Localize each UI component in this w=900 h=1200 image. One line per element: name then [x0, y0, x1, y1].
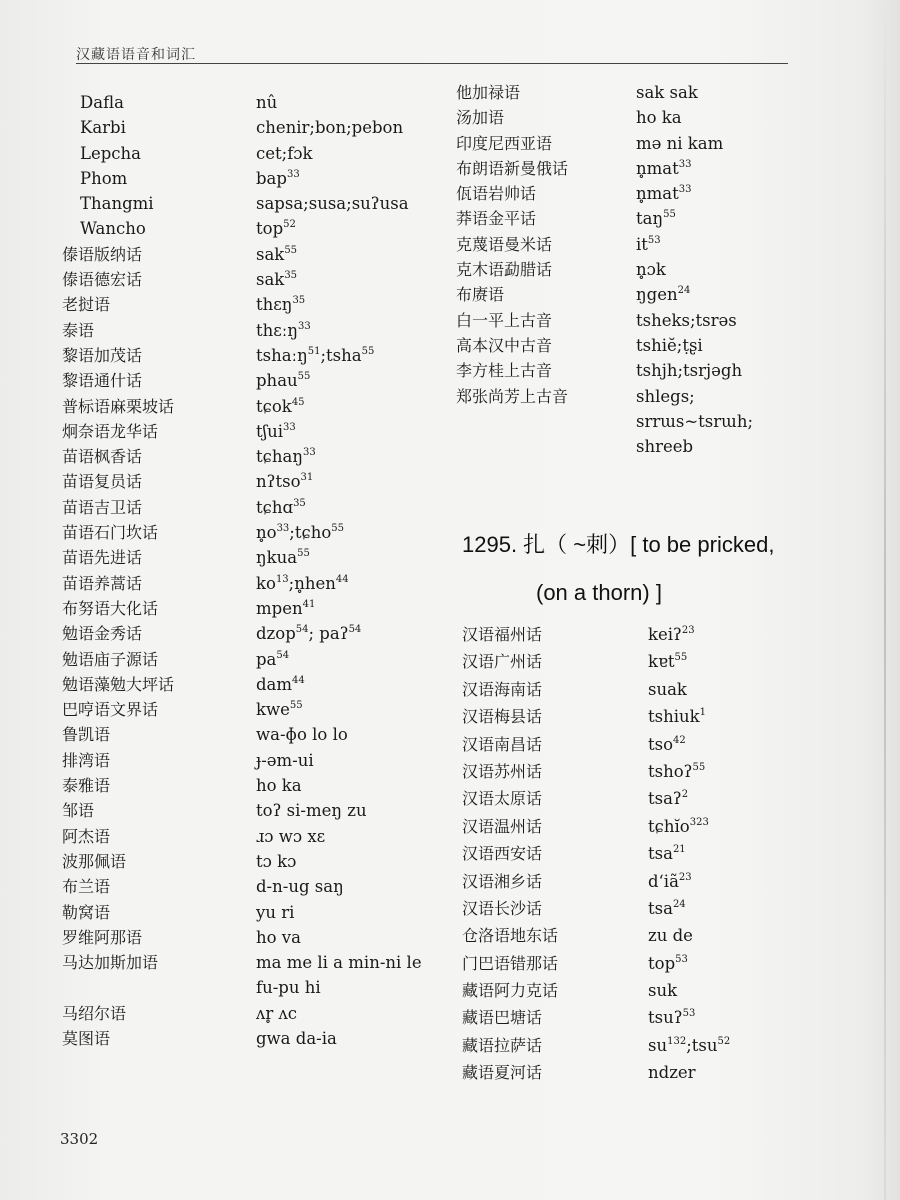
entry-row	[462, 1004, 862, 1031]
language-name: 马绍尔语	[62, 1003, 127, 1023]
word-form: ŋgen$^{24}$	[636, 285, 691, 305]
entry-row	[456, 333, 856, 358]
language-name: 莽语金平话	[456, 209, 537, 229]
language-name: 克木语勐腊话	[456, 260, 553, 280]
word-form: tɕhaŋ$^{33}$	[256, 447, 316, 467]
word-form: nû	[256, 93, 278, 112]
language-name: 苗语养蒿话	[62, 573, 143, 593]
entry-row	[62, 722, 442, 747]
word-form: dʻiã$^{23}$	[648, 871, 692, 891]
entry-row	[62, 495, 442, 520]
language-name: 排湾语	[62, 750, 111, 770]
entry-row	[62, 444, 442, 469]
word-form: mpen$^{41}$	[256, 598, 316, 618]
language-name: 苗语先进话	[62, 548, 143, 568]
word-form: tsuʔ$^{53}$	[648, 1008, 696, 1028]
language-name: 布赓语	[456, 285, 505, 305]
language-name: 仓洛语地东话	[462, 926, 559, 946]
word-form: zu de	[648, 926, 693, 946]
entry-row	[456, 358, 856, 383]
word-form: $pa^{54}$	[256, 649, 290, 669]
word-form: srrɯs~tsrɯh;	[636, 411, 753, 431]
entry-row	[62, 596, 442, 621]
language-name: 苗语吉卫话	[62, 497, 143, 517]
word-form: tshiuk$^1$	[648, 707, 707, 727]
entry-row	[62, 419, 442, 444]
language-name: Wancho	[80, 219, 146, 239]
word-form: sak$^{35}$	[256, 270, 298, 290]
entry-row	[62, 469, 442, 494]
entry-row	[62, 975, 442, 1000]
language-name: 郑张尚芳上古音	[456, 386, 569, 406]
entry-row	[462, 868, 862, 895]
entry-row	[462, 758, 862, 785]
entry-row	[62, 318, 442, 343]
word-form: mə ni kam	[636, 133, 724, 153]
word-form: $n̥o^{33};tɕho^{55}$	[256, 523, 345, 543]
language-name: 他加禄语	[456, 83, 521, 102]
language-name: 高本汉中古音	[456, 335, 553, 355]
word-form: $su^{132};tsu^{52}$	[648, 1035, 731, 1055]
language-name: 勉语金秀话	[62, 624, 143, 644]
language-name: 汉语湘乡话	[462, 871, 543, 891]
word-form: tshoʔ$^{55}$	[648, 761, 706, 781]
entry-row	[62, 242, 442, 267]
word-form: d-n-ug saŋ	[256, 877, 344, 897]
entry-row	[62, 115, 442, 140]
entry-row	[62, 621, 442, 646]
word-form: suak	[648, 679, 687, 699]
word-form: taŋ$^{55}$	[636, 209, 676, 229]
word-form: tshiĕ;ṭʂi	[636, 335, 703, 355]
language-name: 汉语温州话	[462, 816, 543, 836]
language-name: 莫图语	[62, 1028, 111, 1048]
language-name: 汉语西安话	[462, 844, 543, 864]
word-form: gwa da-ia	[256, 1028, 337, 1048]
word-form: tɕok$^{45}$	[256, 396, 305, 416]
word-form: thɛːŋ$^{33}$	[256, 320, 311, 340]
language-name: 汤加语	[456, 108, 505, 128]
entry-row	[462, 648, 862, 675]
entry-row	[62, 267, 442, 292]
entry-row	[62, 773, 442, 798]
language-name: 鲁凯语	[62, 725, 111, 745]
language-name: 印度尼西亚语	[456, 133, 553, 153]
language-name: Lepcha	[80, 143, 141, 163]
entry-row	[62, 1026, 442, 1051]
language-name: 佤语岩帅话	[456, 184, 537, 204]
language-name: 罗维阿那语	[62, 927, 143, 947]
entry-row	[462, 785, 862, 812]
language-name: 汉语长沙话	[462, 898, 543, 918]
word-form: tsa$^{24}$	[648, 898, 686, 918]
entry-row	[62, 849, 442, 874]
word-form: ma me li a min-ni le	[256, 953, 422, 973]
word-form: nʔtso$^{31}$	[256, 472, 314, 492]
language-name: 黎语加茂话	[62, 345, 143, 365]
word-form: fu-pu hi	[256, 978, 321, 998]
language-name: 傣语德宏话	[62, 270, 143, 290]
language-name: 普标语麻栗坡话	[62, 396, 175, 416]
word-form: kɐt$^{55}$	[648, 652, 688, 672]
language-name: 汉语福州话	[462, 625, 543, 644]
entry-row	[62, 292, 442, 317]
language-name: 苗语复员话	[62, 472, 143, 492]
entry-row	[62, 798, 442, 823]
entry-row	[62, 343, 442, 368]
entry-row	[62, 141, 442, 166]
word-form: ho va	[256, 927, 301, 947]
word-form: ŋkua$^{55}$	[256, 548, 310, 568]
word-form: ho ka	[256, 776, 302, 796]
language-name: 白一平上古音	[456, 310, 553, 330]
language-name: 泰语	[62, 320, 95, 340]
entry-row	[62, 874, 442, 899]
word-form: tso$^{42}$	[648, 734, 686, 754]
entry-row	[462, 1032, 862, 1059]
word-form: yu ri	[256, 902, 295, 922]
entry-row	[462, 950, 862, 977]
entry-row	[462, 895, 862, 922]
entry-row	[62, 950, 442, 975]
entry-row	[456, 181, 856, 206]
entry-row	[462, 922, 862, 949]
word-form: tɕhɑ$^{35}$	[256, 497, 306, 517]
entry-row	[456, 131, 856, 156]
word-form: ndzer	[648, 1063, 696, 1083]
word-form: bap$^{33}$	[256, 168, 300, 188]
language-name: 藏语夏河话	[462, 1063, 543, 1083]
word-form: phau$^{55}$	[256, 371, 311, 391]
entry-row	[62, 166, 442, 191]
word-form: ʌr̥ ʌc	[256, 1003, 298, 1023]
language-name: 汉语梅县话	[462, 707, 543, 727]
language-name: 门巴语错那话	[462, 953, 559, 973]
language-name: 汉语南昌话	[462, 734, 543, 754]
entry-row	[62, 900, 442, 925]
entry-row	[62, 191, 442, 216]
word-form: wa-ɸo lo lo	[256, 725, 348, 745]
word-form: n̥ɔk	[636, 260, 666, 280]
entry-row	[462, 813, 862, 840]
entry-row	[456, 80, 856, 105]
entry-row	[456, 206, 856, 231]
language-name: 勉语藻勉大坪话	[62, 674, 175, 694]
language-name: 克蔑语曼米话	[456, 234, 553, 254]
language-name: 老挝语	[62, 295, 111, 315]
entry-row	[62, 520, 442, 545]
language-name: Dafla	[80, 93, 124, 112]
running-header: 汉藏语语音和词汇	[76, 47, 196, 63]
entry-row	[462, 731, 862, 758]
language-name: 布兰语	[62, 877, 111, 897]
language-name: Phom	[80, 168, 128, 188]
entry-row	[62, 1001, 442, 1026]
entry-row	[462, 621, 862, 648]
language-name: 汉语广州话	[462, 652, 543, 672]
language-name: 苗语枫香话	[62, 447, 143, 467]
language-name: 波那佩语	[62, 851, 127, 871]
entry-row	[456, 257, 856, 282]
entry-row	[462, 676, 862, 703]
word-form: sapsa;susa;suʔusa	[256, 194, 409, 214]
word-form: kwe$^{55}$	[256, 700, 303, 720]
word-form: sak$^{55}$	[256, 244, 298, 264]
entry-row	[62, 925, 442, 950]
language-name: 李方桂上古音	[456, 361, 553, 381]
entry-row	[62, 368, 442, 393]
word-form: sak sak	[636, 83, 698, 102]
language-name: 苗语石门坎话	[62, 523, 159, 543]
language-name: 汉语苏州话	[462, 761, 543, 781]
word-form: chenir;bon;pebon	[256, 118, 404, 138]
language-name: Thangmi	[80, 194, 154, 214]
word-form: tsa$^{21}$	[648, 844, 686, 864]
word-form: thɛŋ$^{35}$	[256, 295, 306, 315]
language-name: 傣语版纳话	[62, 244, 143, 264]
entry-row	[462, 703, 862, 730]
word-form: dam$^{44}$	[256, 674, 305, 694]
language-name: 泰雅语	[62, 776, 111, 796]
word-form: suk	[648, 981, 678, 1001]
entry-row	[462, 840, 862, 867]
entry-row	[462, 977, 862, 1004]
word-form: ɹɔ wɔ xɛ	[256, 826, 326, 846]
language-name: 邹语	[62, 801, 95, 821]
language-name: 勒窝语	[62, 902, 111, 922]
word-form: dzop$^{54}$; paʔ$^{54}$	[256, 624, 362, 644]
entry-row	[456, 409, 856, 434]
word-form: keiʔ$^{23}$	[648, 625, 695, 644]
entry-row	[62, 394, 442, 419]
entry-row	[456, 384, 856, 409]
language-name: 巴哼语文界话	[62, 700, 159, 720]
entry-row	[62, 647, 442, 672]
right-column-bottom	[462, 621, 862, 1087]
language-name: 藏语拉萨话	[462, 1035, 543, 1055]
word-form: $it^{53}$	[636, 234, 661, 254]
entry-heading-line1: 1295. 扎（ ~刺）[ to be pricked,	[462, 532, 775, 557]
entry-row	[62, 571, 442, 596]
entry-row	[456, 105, 856, 130]
entry-row	[62, 824, 442, 849]
language-name: 马达加斯加语	[62, 953, 159, 973]
word-form: tsheks;tsrəs	[636, 310, 737, 330]
word-form: cet;fɔk	[256, 143, 313, 163]
language-name: 黎语通什话	[62, 371, 143, 391]
word-form: shreeb	[636, 437, 694, 457]
word-form: tshaːŋ$^{51}$;tsha$^{55}$	[256, 345, 375, 365]
entry-row	[456, 434, 856, 459]
entry-row	[456, 232, 856, 257]
word-form: tɕhĭo$^{323}$	[648, 816, 709, 836]
entry-row	[456, 308, 856, 333]
header-rule	[76, 63, 788, 64]
language-name: Karbi	[80, 118, 126, 138]
word-form: $ko^{13};n̥hen^{44}$	[256, 573, 349, 593]
word-form: tsaʔ$^2$	[648, 789, 689, 809]
word-form: tɔ kɔ	[256, 851, 297, 871]
word-form: top$^{52}$	[256, 219, 296, 239]
language-name: 布朗语新曼俄话	[456, 158, 569, 178]
right-column-top	[456, 80, 856, 459]
entry-row	[62, 748, 442, 773]
entry-row	[62, 672, 442, 697]
entry-row	[62, 697, 442, 722]
word-form: n̥mat$^{33}$	[636, 184, 692, 204]
entry-row	[62, 545, 442, 570]
entry-row	[456, 156, 856, 181]
language-name: 布努语大化话	[62, 598, 159, 618]
word-form: shlegs;	[636, 386, 695, 406]
entry-row	[456, 282, 856, 307]
language-name: 阿杰语	[62, 826, 111, 846]
word-form: tshjh;tsrjəgh	[636, 361, 743, 381]
entry-row	[462, 1059, 862, 1086]
language-name: 汉语海南话	[462, 679, 543, 699]
page-number: 3302	[60, 1130, 99, 1148]
language-name: 藏语阿力克话	[462, 981, 559, 1001]
entry-row	[62, 216, 442, 241]
language-name: 勉语庙子源话	[62, 649, 159, 669]
entry-row	[62, 90, 442, 115]
word-form: n̥mat$^{33}$	[636, 158, 692, 178]
language-name: 藏语巴塘话	[462, 1008, 543, 1028]
left-column	[62, 90, 442, 1051]
entry-heading-line2: (on a thorn) ]	[536, 580, 662, 605]
word-form: ɟ-əm-ui	[256, 750, 314, 770]
word-form: toʔ si-meŋ zu	[256, 801, 367, 821]
language-name: 炯奈语龙华话	[62, 421, 159, 441]
word-form: top$^{53}$	[648, 953, 688, 973]
word-form: tʃui$^{33}$	[256, 421, 296, 441]
page-edge-shadow	[884, 0, 886, 1200]
language-name: 汉语太原话	[462, 789, 543, 809]
word-form: ho ka	[636, 108, 682, 128]
